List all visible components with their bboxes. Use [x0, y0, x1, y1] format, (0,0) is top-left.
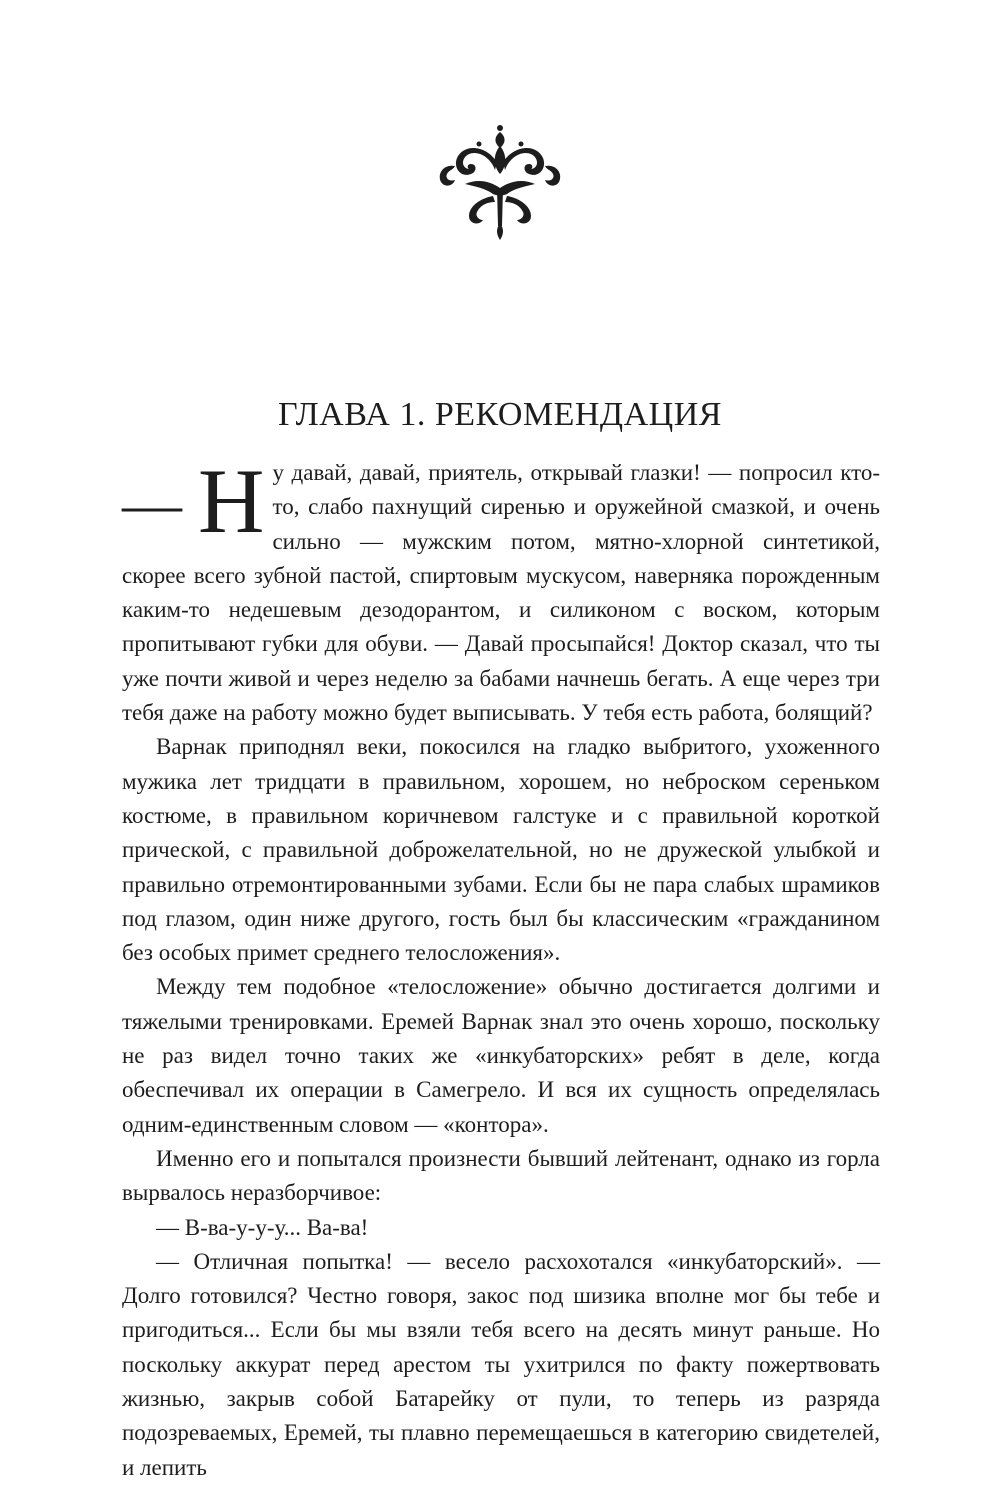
- paragraph: — В-ва-у-у-у... Ва-ва!: [156, 1214, 369, 1240]
- paragraph-text: у давай, давай, приятель, открывай глазки! — попросил кто-то, слабо пахнущий сиренью и оружейной смазкой, и очень сильно — мужским потом, мятно-хлорной синтетикой, скорее всего зубной пастой, спиртовым мускусом, наверняка порожденным каким-то недешевым дезодорантом, и силиконом с воском, которым пропитывают губки для обуви. — Давай просыпайся! Доктор сказал, что ты уже почти живой и через неделю за бабами начнешь бегать. А еще через три тебя даже на работу можно будет выписывать. У тебя есть работа, болящий?: [122, 460, 880, 726]
- drop-cap-dash: —: [122, 471, 182, 537]
- paragraph: Между тем подобное «телосложение» обычно достигается долгими и тяжелыми тренировками. Еремей Варнак знал это очень хорошо, поскольку не раз видел точно таких же «инкубаторских» ребят в деле, когда обеспечивал их операции в Самегрело. И вся их сущность определялась одним-единственным словом — «контора».: [122, 974, 880, 1137]
- paragraph: Варнак приподнял веки, покосился на гладко выбритого, ухоженного мужика лет тридцати в правильном, хорошем, но неброском сереньком костюме, в правильном коричневом галстуке и с правильной короткой прической, с правильной доброжелательной, но не дружеской улыбкой и правильно отремонтированными зубами. Если бы не пара слабых шрамиков под глазом, один ниже другого, гость был бы классическим «гражданином без особых примет среднего телосложения».: [122, 734, 880, 966]
- paragraph: Именно его и попытался произнести бывший лейтенант, однако из горла вырвалось неразборчивое:: [122, 1145, 880, 1206]
- chapter-title: ГЛАВА 1. РЕКОМЕНДАЦИЯ: [278, 396, 722, 433]
- paragraph: [122, 450, 880, 730]
- chapter-text: [122, 450, 880, 1485]
- drop-cap: [122, 450, 265, 552]
- floral-ornament-icon: [435, 122, 565, 240]
- paragraph: — Отличная попытка! — весело расхохотался «инкубаторский». — Долго готовился? Честно говоря, закос под шизика вполне мог бы тебе и пригодиться... Если бы мы взяли тебя всего на десять минут раньше. Но поскольку аккурат перед арестом ты ухитрился по факту пожертвовать жизнью, закрыв собой Батарейку от пули, то теперь из разряда подозреваемых, Еремей, ты плавно перемещаешься в категорию свидетелей, и лепить: [122, 1248, 880, 1480]
- drop-cap-letter: Н: [198, 450, 265, 552]
